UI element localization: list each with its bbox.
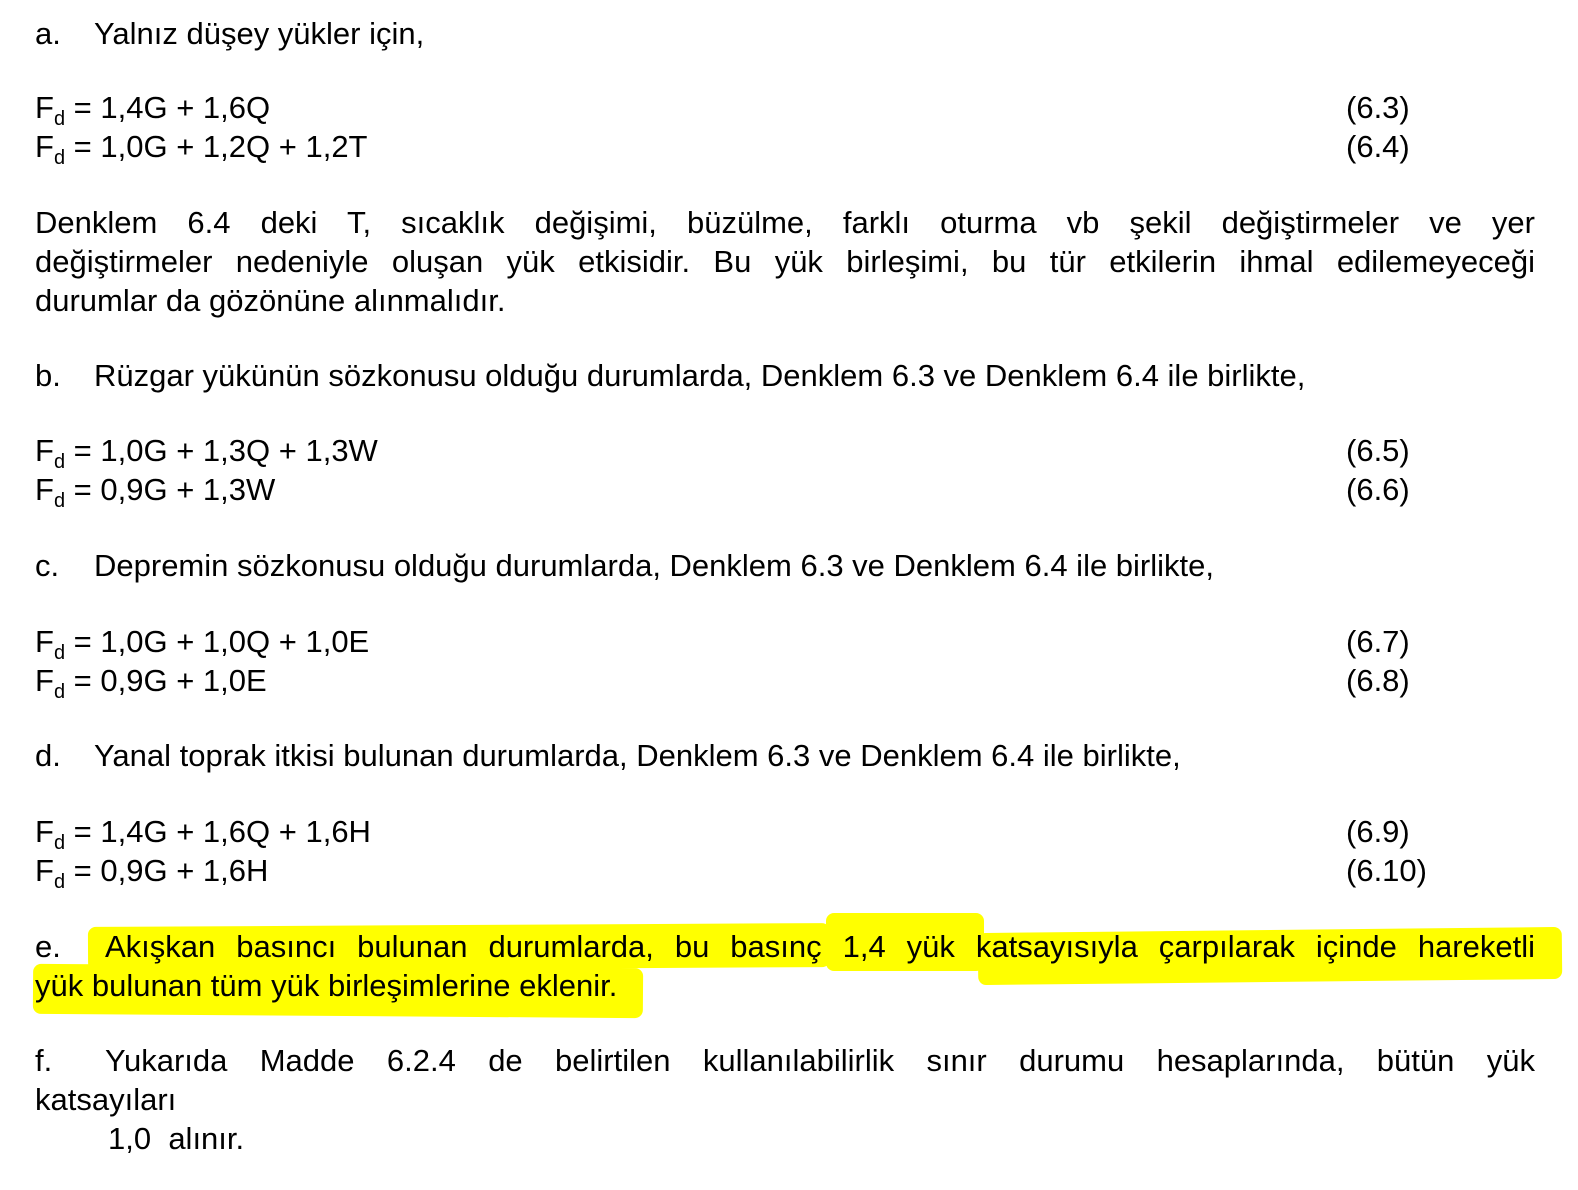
- equation-number: (6.5): [1346, 433, 1410, 468]
- eq-lhs: F: [35, 853, 54, 888]
- equation-6-4: [35, 127, 368, 171]
- eq-subscript: d: [53, 451, 66, 473]
- equation-6-7: [35, 622, 369, 666]
- eq-subscript: d: [53, 490, 66, 512]
- item-e-line-1: [35, 927, 1535, 966]
- eq-lhs: F: [35, 472, 54, 507]
- eq-rhs: = 1,4G + 1,6Q: [65, 90, 271, 125]
- equation-6-6: [35, 470, 275, 514]
- equation-6-3: [35, 88, 270, 132]
- eq-lhs: F: [35, 90, 54, 125]
- item-letter: e.: [35, 929, 61, 964]
- item-letter: c.: [35, 548, 60, 583]
- item-f-line-1: [35, 1041, 1535, 1080]
- item-text: Yukarıda Madde 6.2.4 de belirtilen kullanılabilirlik sınır durumu hesaplarında, bütün yük: [105, 1043, 1535, 1078]
- eq-lhs: F: [35, 624, 54, 659]
- eq-subscript: d: [53, 832, 66, 854]
- item-text: Akışkan basıncı bulunan durumlarda, bu basınç 1,4 yük katsayısıyla çarpılarak içinde hareketli: [105, 929, 1535, 964]
- equation-6-9: [35, 812, 371, 856]
- eq-subscript: d: [53, 871, 66, 893]
- eq-rhs: = 0,9G + 1,6H: [65, 853, 269, 888]
- eq-lhs: F: [35, 129, 54, 164]
- equation-number: (6.8): [1346, 663, 1410, 698]
- eq-lhs: F: [35, 433, 54, 468]
- equation-number: (6.6): [1346, 472, 1410, 507]
- item-a-heading: [35, 14, 424, 53]
- equation-number: (6.7): [1346, 624, 1410, 659]
- equation-number: (6.10): [1346, 853, 1427, 888]
- eq-lhs: F: [35, 814, 54, 849]
- equation-6-5: [35, 431, 378, 475]
- item-text: Yanal toprak itkisi bulunan durumlarda, Denklem 6.3 ve Denklem 6.4 ile birlikte,: [94, 738, 1181, 773]
- eq-rhs: = 1,0G + 1,0Q + 1,0E: [65, 624, 370, 659]
- item-c-heading: [35, 546, 1214, 585]
- item-e-line-2: yük bulunan tüm yük birleşimlerine eklenir.: [35, 968, 618, 1003]
- item-letter: d.: [35, 738, 61, 773]
- eq-rhs: = 0,9G + 1,3W: [65, 472, 276, 507]
- item-letter: b.: [35, 358, 61, 393]
- item-f-line-2: katsayıları: [35, 1082, 177, 1117]
- note-paragraph-line-3: durumlar da gözönüne alınmalıdır.: [35, 283, 506, 318]
- eq-subscript: d: [53, 108, 66, 130]
- eq-subscript: d: [53, 642, 66, 664]
- eq-rhs: = 1,4G + 1,6Q + 1,6H: [65, 814, 371, 849]
- item-text: Yalnız düşey yükler için,: [94, 16, 425, 51]
- eq-lhs: F: [35, 663, 54, 698]
- item-text: Depremin sözkonusu olduğu durumlarda, Denklem 6.3 ve Denklem 6.4 ile birlikte,: [94, 548, 1214, 583]
- item-letter: a.: [35, 16, 61, 51]
- equation-number: (6.4): [1346, 129, 1410, 164]
- note-paragraph-line-1: Denklem 6.4 deki T, sıcaklık değişimi, büzülme, farklı oturma vb şekil değiştirmeler ve yer: [35, 205, 1535, 240]
- eq-subscript: d: [53, 147, 66, 169]
- equation-6-8: [35, 661, 267, 705]
- equation-number: (6.9): [1346, 814, 1410, 849]
- eq-rhs: = 0,9G + 1,0E: [65, 663, 267, 698]
- equation-6-10: [35, 851, 268, 895]
- note-paragraph-line-2: değiştirmeler nedeniyle oluşan yük etkisidir. Bu yük birleşimi, bu tür etkilerin ihmal edilemeyeceği: [35, 244, 1535, 279]
- item-f-line-3: 1,0 alınır.: [108, 1121, 245, 1156]
- eq-rhs: = 1,0G + 1,2Q + 1,2T: [65, 129, 368, 164]
- item-letter: f.: [35, 1043, 53, 1078]
- equation-number: (6.3): [1346, 90, 1410, 125]
- item-d-heading: [35, 736, 1181, 775]
- eq-subscript: d: [53, 681, 66, 703]
- item-text: Rüzgar yükünün sözkonusu olduğu durumlarda, Denklem 6.3 ve Denklem 6.4 ile birlikte,: [94, 358, 1306, 393]
- eq-rhs: = 1,0G + 1,3Q + 1,3W: [65, 433, 378, 468]
- item-b-heading: [35, 356, 1305, 395]
